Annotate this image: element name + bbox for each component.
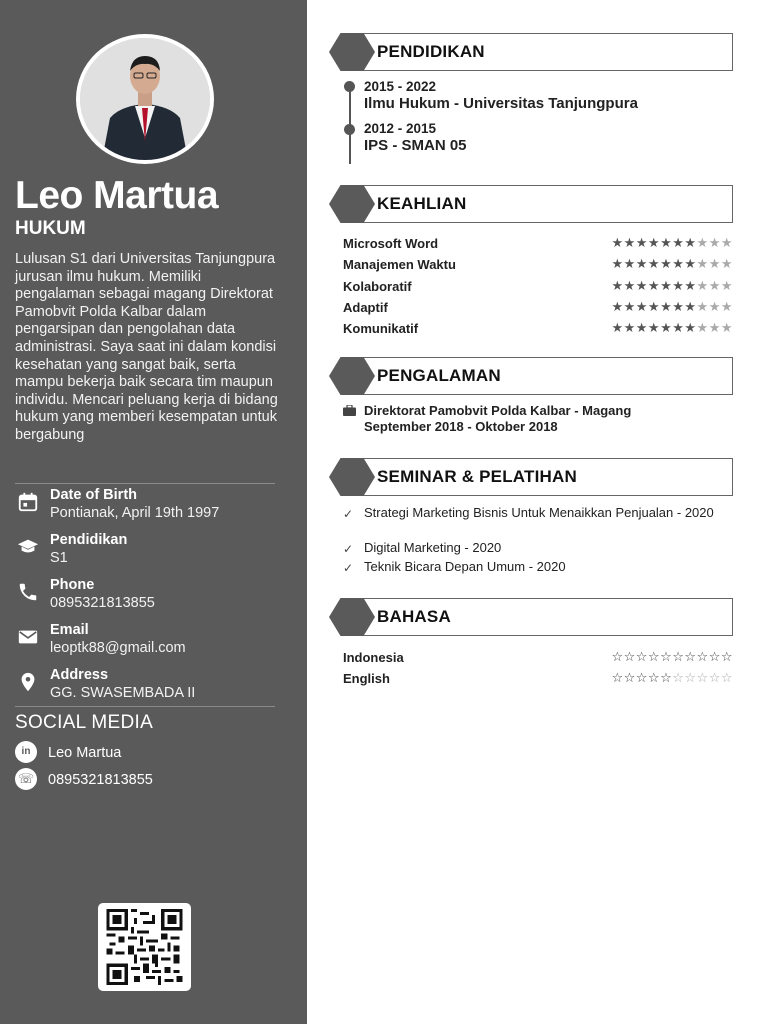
- star-outline-icon: ☆: [720, 671, 733, 686]
- section-education-header: [329, 33, 733, 71]
- profile-summary: Lulusan S1 dari Universitas Tanjungpura jurusan ilmu hukum. Memiliki pengalaman sebagai magang Direktorat Pamobvit Polda Kalbar dalam pengarsipan dan pengolahan data administrasi. Saya saat ini dalam kondisi kesehatan yang sangat baik, serta mampu bekerja baik secara tim maupun individu. Mencari peluang kerja di bidang hukum yang memberi kesempatan untuk bergabung: [15, 251, 278, 443]
- star-icon: ★: [611, 257, 624, 272]
- star-icon: ★: [623, 300, 636, 315]
- star-icon: ★: [696, 321, 709, 336]
- star-icon: ★: [623, 321, 636, 336]
- section-title: BAHASA: [377, 607, 451, 626]
- star-icon: ★: [672, 236, 685, 251]
- skill-row: [343, 279, 733, 297]
- profile-photo-frame: [76, 34, 214, 164]
- skill-name: Komunikatif: [343, 321, 419, 336]
- star-outline-icon: ☆: [720, 650, 733, 665]
- info-label: Email: [50, 622, 89, 638]
- star-outline-icon: ☆: [672, 650, 685, 665]
- experience-period: September 2018 - Oktober 2018: [364, 419, 558, 434]
- star-icon: ★: [647, 257, 661, 272]
- star-icon: ★: [635, 279, 648, 294]
- skill-row: [343, 300, 733, 318]
- star-outline-icon: ☆: [647, 650, 661, 665]
- language-rating-stars: [611, 650, 733, 665]
- education-years: 2012 - 2015: [364, 121, 437, 136]
- star-icon: ★: [647, 236, 661, 251]
- star-icon: ★: [623, 279, 636, 294]
- skill-name: Adaptif: [343, 300, 388, 315]
- star-icon: ★: [611, 300, 624, 315]
- seminar-text: Digital Marketing - 2020: [364, 540, 502, 555]
- info-label: Phone: [50, 577, 95, 593]
- star-icon: ★: [635, 236, 648, 251]
- sidebar-divider: [15, 706, 275, 707]
- star-outline-icon: ☆: [684, 671, 697, 686]
- star-icon: ★: [720, 321, 733, 336]
- star-outline-icon: ☆: [696, 650, 709, 665]
- whatsapp-icon: ☏: [15, 768, 37, 790]
- star-outline-icon: ☆: [660, 650, 673, 665]
- info-label: Date of Birth: [50, 487, 137, 503]
- star-icon: ★: [708, 321, 721, 336]
- star-icon: ★: [672, 321, 685, 336]
- section-seminar-header: [329, 458, 733, 496]
- star-outline-icon: ☆: [635, 671, 648, 686]
- star-outline-icon: ☆: [647, 671, 661, 686]
- info-date-of-birth: [15, 487, 295, 527]
- language-row: [343, 650, 733, 668]
- info-education: [15, 532, 295, 572]
- skill-rating-stars: [611, 300, 733, 315]
- star-icon: ★: [623, 236, 636, 251]
- info-email: [15, 622, 295, 662]
- star-icon: ★: [635, 300, 648, 315]
- checkmark-icon: ✓: [343, 542, 354, 556]
- linkedin-icon: in: [15, 741, 37, 763]
- star-icon: ★: [635, 321, 648, 336]
- seminar-text: Teknik Bicara Depan Umum - 2020: [364, 559, 566, 574]
- star-icon: ★: [696, 236, 709, 251]
- star-icon: ★: [684, 279, 697, 294]
- skill-rating-stars: [611, 236, 733, 251]
- education-desc: Ilmu Hukum - Universitas Tanjungpura: [364, 95, 638, 112]
- info-value: leoptk88@gmail.com: [50, 640, 186, 656]
- star-icon: ★: [696, 279, 709, 294]
- star-icon: ★: [696, 257, 709, 272]
- language-name: English: [343, 671, 390, 686]
- education-years: 2015 - 2022: [364, 79, 437, 94]
- star-outline-icon: ☆: [635, 650, 648, 665]
- info-value: Pontianak, April 19th 1997: [50, 505, 220, 521]
- social-whatsapp[interactable]: [15, 768, 275, 792]
- star-icon: ★: [720, 279, 733, 294]
- star-icon: ★: [611, 321, 624, 336]
- profile-photo: [80, 38, 210, 160]
- checkmark-icon: ✓: [343, 561, 354, 575]
- star-icon: ★: [660, 279, 673, 294]
- star-icon: ★: [660, 321, 673, 336]
- qr-code: [98, 903, 191, 991]
- skill-row: [343, 236, 733, 254]
- briefcase-icon: [343, 405, 356, 416]
- experience-title: Direktorat Pamobvit Polda Kalbar - Magang: [364, 403, 632, 418]
- skill-rating-stars: [611, 279, 733, 294]
- star-icon: ★: [672, 279, 685, 294]
- star-outline-icon: ☆: [696, 671, 709, 686]
- timeline-dot: [344, 81, 355, 92]
- star-outline-icon: ☆: [708, 650, 721, 665]
- star-outline-icon: ☆: [660, 671, 673, 686]
- star-icon: ★: [647, 279, 661, 294]
- star-icon: ★: [611, 279, 624, 294]
- star-icon: ★: [611, 236, 624, 251]
- section-skills-header: [329, 185, 733, 223]
- location-pin-icon: [17, 671, 39, 693]
- skill-name: Manajemen Waktu: [343, 257, 456, 272]
- star-icon: ★: [635, 257, 648, 272]
- section-title: PENDIDIKAN: [377, 42, 485, 61]
- sidebar-divider: [15, 483, 275, 484]
- email-icon: [17, 626, 39, 648]
- skill-row: [343, 321, 733, 339]
- star-icon: ★: [684, 257, 697, 272]
- section-language-header: [329, 598, 733, 636]
- language-name: Indonesia: [343, 650, 404, 665]
- phone-icon: [17, 581, 39, 603]
- profile-role: HUKUM: [15, 218, 86, 239]
- section-title: PENGALAMAN: [377, 366, 501, 385]
- calendar-icon: [17, 491, 39, 513]
- star-outline-icon: ☆: [623, 671, 636, 686]
- info-address: [15, 667, 295, 707]
- skill-rating-stars: [611, 321, 733, 336]
- info-label: Address: [50, 667, 109, 683]
- social-linkedin[interactable]: [15, 741, 275, 765]
- star-outline-icon: ☆: [611, 671, 624, 686]
- skill-name: Microsoft Word: [343, 236, 439, 251]
- profile-name: Leo Martua: [15, 174, 219, 217]
- star-icon: ★: [720, 300, 733, 315]
- star-icon: ★: [684, 321, 697, 336]
- star-outline-icon: ☆: [672, 671, 685, 686]
- star-icon: ★: [660, 300, 673, 315]
- star-icon: ★: [696, 300, 709, 315]
- star-icon: ★: [708, 257, 721, 272]
- star-icon: ★: [660, 257, 673, 272]
- star-icon: ★: [708, 236, 721, 251]
- star-outline-icon: ☆: [708, 671, 721, 686]
- info-phone: [15, 577, 295, 617]
- star-outline-icon: ☆: [611, 650, 624, 665]
- star-icon: ★: [684, 236, 697, 251]
- star-icon: ★: [708, 300, 721, 315]
- star-icon: ★: [720, 236, 733, 251]
- star-icon: ★: [720, 257, 733, 272]
- sidebar: [0, 0, 307, 1024]
- star-icon: ★: [708, 279, 721, 294]
- language-rating-stars: [611, 671, 733, 686]
- star-icon: ★: [660, 236, 673, 251]
- section-title: KEAHLIAN: [377, 194, 467, 213]
- skill-row: [343, 257, 733, 275]
- graduation-cap-icon: [17, 536, 39, 558]
- social-whatsapp-text: 0895321813855: [48, 772, 153, 788]
- skill-rating-stars: [611, 257, 733, 272]
- star-icon: ★: [672, 257, 685, 272]
- skill-name: Kolaboratif: [343, 279, 412, 294]
- section-experience-header: [329, 357, 733, 395]
- star-icon: ★: [647, 321, 661, 336]
- info-value: S1: [50, 550, 68, 566]
- language-row: [343, 671, 733, 689]
- checkmark-icon: ✓: [343, 507, 354, 521]
- info-value: 0895321813855: [50, 595, 155, 611]
- info-label: Pendidikan: [50, 532, 128, 548]
- star-icon: ★: [647, 300, 661, 315]
- section-title: SEMINAR & PELATIHAN: [377, 467, 577, 486]
- social-linkedin-text: Leo Martua: [48, 745, 122, 761]
- star-icon: ★: [623, 257, 636, 272]
- info-value: GG. SWASEMBADA II: [50, 685, 196, 701]
- star-icon: ★: [672, 300, 685, 315]
- star-outline-icon: ☆: [623, 650, 636, 665]
- seminar-text: Strategi Marketing Bisnis Untuk Menaikkan Penjualan - 2020: [364, 505, 714, 520]
- education-desc: IPS - SMAN 05: [364, 137, 467, 154]
- star-icon: ★: [684, 300, 697, 315]
- social-media-title: SOCIAL MEDIA: [15, 712, 154, 733]
- star-outline-icon: ☆: [684, 650, 697, 665]
- timeline-dot: [344, 124, 355, 135]
